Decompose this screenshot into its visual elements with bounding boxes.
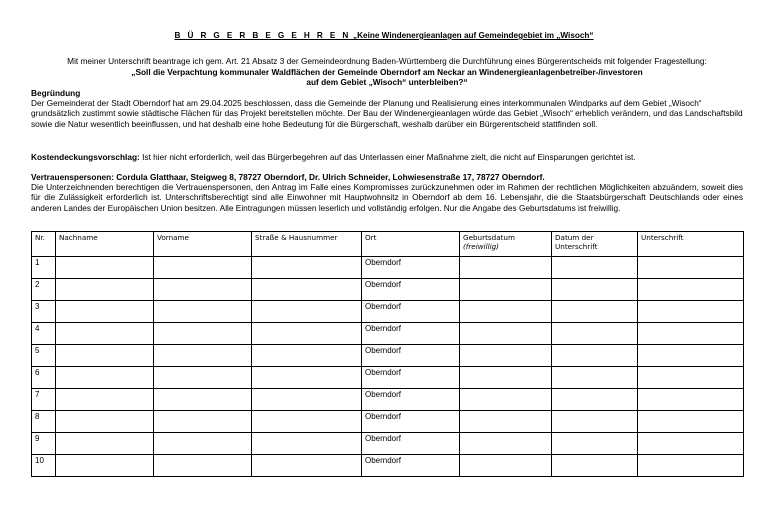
document-title bbox=[0, 31, 768, 40]
cell-datum[interactable] bbox=[552, 257, 638, 279]
cell-geburtsdatum[interactable] bbox=[460, 301, 552, 323]
cell-datum[interactable] bbox=[552, 367, 638, 389]
cell-unterschrift[interactable] bbox=[638, 367, 744, 389]
cell-unterschrift[interactable] bbox=[638, 433, 744, 455]
header-datum: Datum der Unterschrift bbox=[552, 232, 638, 257]
cell-strasse[interactable] bbox=[252, 367, 362, 389]
cell-strasse[interactable] bbox=[252, 411, 362, 433]
table-row bbox=[32, 257, 744, 279]
cell-vorname[interactable] bbox=[154, 323, 252, 345]
cell-nachname[interactable] bbox=[56, 455, 154, 477]
cell-nachname[interactable] bbox=[56, 301, 154, 323]
cell-unterschrift[interactable] bbox=[638, 323, 744, 345]
cell-strasse[interactable] bbox=[252, 345, 362, 367]
table-row bbox=[32, 433, 744, 455]
table-row bbox=[32, 411, 744, 433]
cell-ort: Oberndorf bbox=[362, 345, 460, 367]
reason-text: Der Gemeinderat der Stadt Oberndorf hat am 29.04.2025 beschlossen, dass die Gemeinde der Planung und Realisierung eines interkommunalen Windparks auf dem Gebiet „Wisoch“ grundsätzlich zustimmt sowie städtische Flächen für das Projekt bereitstellen möchte. Der Bau der Windenergieanlagen würde das Gebiet „Wisoch“ erheblich verändern, und das Landschaftsbild sowie die Natur wesentlich beeinflussen, und hat deshalb eine hohe Bedeutung für die Bürgerschaft, weshalb darüber ein Bürgerentscheid stattfinden soll. bbox=[31, 98, 743, 129]
reason-heading: Begründung bbox=[31, 88, 81, 98]
cell-nr: 6 bbox=[32, 367, 56, 389]
cell-vorname[interactable] bbox=[154, 345, 252, 367]
cell-ort: Oberndorf bbox=[362, 279, 460, 301]
signature-rows bbox=[32, 257, 744, 477]
header-geburtsdatum-label: Geburtsdatum bbox=[463, 233, 515, 242]
cell-nachname[interactable] bbox=[56, 411, 154, 433]
cell-nr: 9 bbox=[32, 433, 56, 455]
question-line-2: auf dem Gebiet „Wisoch“ unterbleiben?“ bbox=[306, 77, 468, 88]
cell-unterschrift[interactable] bbox=[638, 345, 744, 367]
cell-ort: Oberndorf bbox=[362, 411, 460, 433]
cost-label: Kostendeckungsvorschlag: bbox=[31, 152, 140, 162]
cell-strasse[interactable] bbox=[252, 389, 362, 411]
cell-strasse[interactable] bbox=[252, 279, 362, 301]
table-row bbox=[32, 367, 744, 389]
cost-proposal bbox=[31, 152, 743, 162]
table-row bbox=[32, 345, 744, 367]
cell-nr: 5 bbox=[32, 345, 56, 367]
cell-unterschrift[interactable] bbox=[638, 257, 744, 279]
cell-datum[interactable] bbox=[552, 279, 638, 301]
table-row bbox=[32, 323, 744, 345]
cell-nr: 3 bbox=[32, 301, 56, 323]
table-row bbox=[32, 455, 744, 477]
cell-nr: 10 bbox=[32, 455, 56, 477]
cell-unterschrift[interactable] bbox=[638, 389, 744, 411]
table-header-row bbox=[32, 232, 744, 257]
legal-text: Die Unterzeichnenden berechtigen die Vertrauenspersonen, den Antrag im Falle eines Kompromisses zurückzunehmen oder im Rahmen der rechtlichen Möglichkeiten abzuändern, soweit dies für die Zulässigkeit erforderlich ist. Unterschriftsberechtigt sind alle Einwohner mit Hauptwohnsitz in Oberndorf ab dem 16. Lebensjahr, die die Staatsbürgerschaft Deutschlands oder eines anderen Landes der Europäischen Union besitzen. Alle Eintragungen müssen leserlich und vollständig erfolgen. Nur die Angabe des Geburtsdatums ist freiwillig. bbox=[31, 182, 743, 213]
cell-nr: 1 bbox=[32, 257, 56, 279]
cell-vorname[interactable] bbox=[154, 279, 252, 301]
header-unterschrift: Unterschrift bbox=[638, 232, 744, 257]
cell-nachname[interactable] bbox=[56, 323, 154, 345]
cost-text: Ist hier nicht erforderlich, weil das Bürgerbegehren auf das Unterlassen einer Maßnahme zielt, die nicht auf Einsparungen gerichtet ist. bbox=[139, 152, 636, 162]
cell-geburtsdatum[interactable] bbox=[460, 389, 552, 411]
cell-ort: Oberndorf bbox=[362, 455, 460, 477]
cell-nachname[interactable] bbox=[56, 389, 154, 411]
cell-ort: Oberndorf bbox=[362, 389, 460, 411]
cell-datum[interactable] bbox=[552, 455, 638, 477]
header-vorname: Vorname bbox=[154, 232, 252, 257]
table-row bbox=[32, 279, 744, 301]
cell-strasse[interactable] bbox=[252, 323, 362, 345]
cell-vorname[interactable] bbox=[154, 389, 252, 411]
header-geburtsdatum bbox=[460, 232, 552, 257]
header-nr: Nr. bbox=[32, 232, 56, 257]
cell-unterschrift[interactable] bbox=[638, 411, 744, 433]
representatives: Vertrauenspersonen: Cordula Glatthaar, Steigweg 8, 78727 Oberndorf, Dr. Ulrich Schneider, Lohwiesenstraße 17, 78727 Oberndorf. bbox=[31, 172, 545, 182]
cell-ort: Oberndorf bbox=[362, 367, 460, 389]
cell-vorname[interactable] bbox=[154, 433, 252, 455]
cell-geburtsdatum[interactable] bbox=[460, 257, 552, 279]
cell-unterschrift[interactable] bbox=[638, 455, 744, 477]
table-row bbox=[32, 301, 744, 323]
cell-geburtsdatum[interactable] bbox=[460, 323, 552, 345]
cell-nr: 8 bbox=[32, 411, 56, 433]
cell-ort: Oberndorf bbox=[362, 323, 460, 345]
cell-vorname[interactable] bbox=[154, 411, 252, 433]
header-nachname: Nachname bbox=[56, 232, 154, 257]
cell-unterschrift[interactable] bbox=[638, 301, 744, 323]
cell-geburtsdatum[interactable] bbox=[460, 455, 552, 477]
cell-vorname[interactable] bbox=[154, 257, 252, 279]
cell-ort: Oberndorf bbox=[362, 301, 460, 323]
cell-nachname[interactable] bbox=[56, 367, 154, 389]
header-ort: Ort bbox=[362, 232, 460, 257]
cell-strasse[interactable] bbox=[252, 257, 362, 279]
cell-nachname[interactable] bbox=[56, 279, 154, 301]
cell-strasse[interactable] bbox=[252, 433, 362, 455]
table-row bbox=[32, 389, 744, 411]
cell-vorname[interactable] bbox=[154, 455, 252, 477]
title-spaced: B Ü R G E R B E G E H R E N bbox=[174, 31, 351, 40]
cell-strasse[interactable] bbox=[252, 455, 362, 477]
cell-geburtsdatum[interactable] bbox=[460, 411, 552, 433]
cell-datum[interactable] bbox=[552, 323, 638, 345]
cell-geburtsdatum[interactable] bbox=[460, 345, 552, 367]
cell-nr: 2 bbox=[32, 279, 56, 301]
cell-geburtsdatum[interactable] bbox=[460, 279, 552, 301]
cell-nachname[interactable] bbox=[56, 433, 154, 455]
cell-geburtsdatum[interactable] bbox=[460, 367, 552, 389]
header-strasse: Straße & Hausnummer bbox=[252, 232, 362, 257]
cell-ort: Oberndorf bbox=[362, 433, 460, 455]
cell-strasse[interactable] bbox=[252, 301, 362, 323]
question-line-1: „Soll die Verpachtung kommunaler Waldflächen der Gemeinde Oberndorf am Neckar an Windenergieanlagenbetreiber-/investoren bbox=[131, 67, 643, 77]
cell-geburtsdatum[interactable] bbox=[460, 433, 552, 455]
cell-ort: Oberndorf bbox=[362, 257, 460, 279]
signature-table bbox=[31, 231, 744, 477]
title-rest: „Keine Windenergieanlagen auf Gemeindegebiet im „Wisoch“ bbox=[350, 31, 594, 40]
cell-datum[interactable] bbox=[552, 389, 638, 411]
cell-nr: 7 bbox=[32, 389, 56, 411]
cell-nachname[interactable] bbox=[56, 257, 154, 279]
intro-text: Mit meiner Unterschrift beantrage ich gem. Art. 21 Absatz 3 der Gemeindeordnung Baden-Württemberg die Durchführung eines Bürgerentscheids mit folgender Fragestellung: bbox=[67, 56, 707, 66]
cell-datum[interactable] bbox=[552, 345, 638, 367]
cell-nr: 4 bbox=[32, 323, 56, 345]
header-geburtsdatum-note: (freiwillig) bbox=[463, 242, 499, 251]
cell-vorname[interactable] bbox=[154, 301, 252, 323]
question bbox=[31, 67, 743, 88]
cell-datum[interactable] bbox=[552, 433, 638, 455]
cell-nachname[interactable] bbox=[56, 345, 154, 367]
cell-datum[interactable] bbox=[552, 411, 638, 433]
cell-vorname[interactable] bbox=[154, 367, 252, 389]
cell-unterschrift[interactable] bbox=[638, 279, 744, 301]
cell-datum[interactable] bbox=[552, 301, 638, 323]
